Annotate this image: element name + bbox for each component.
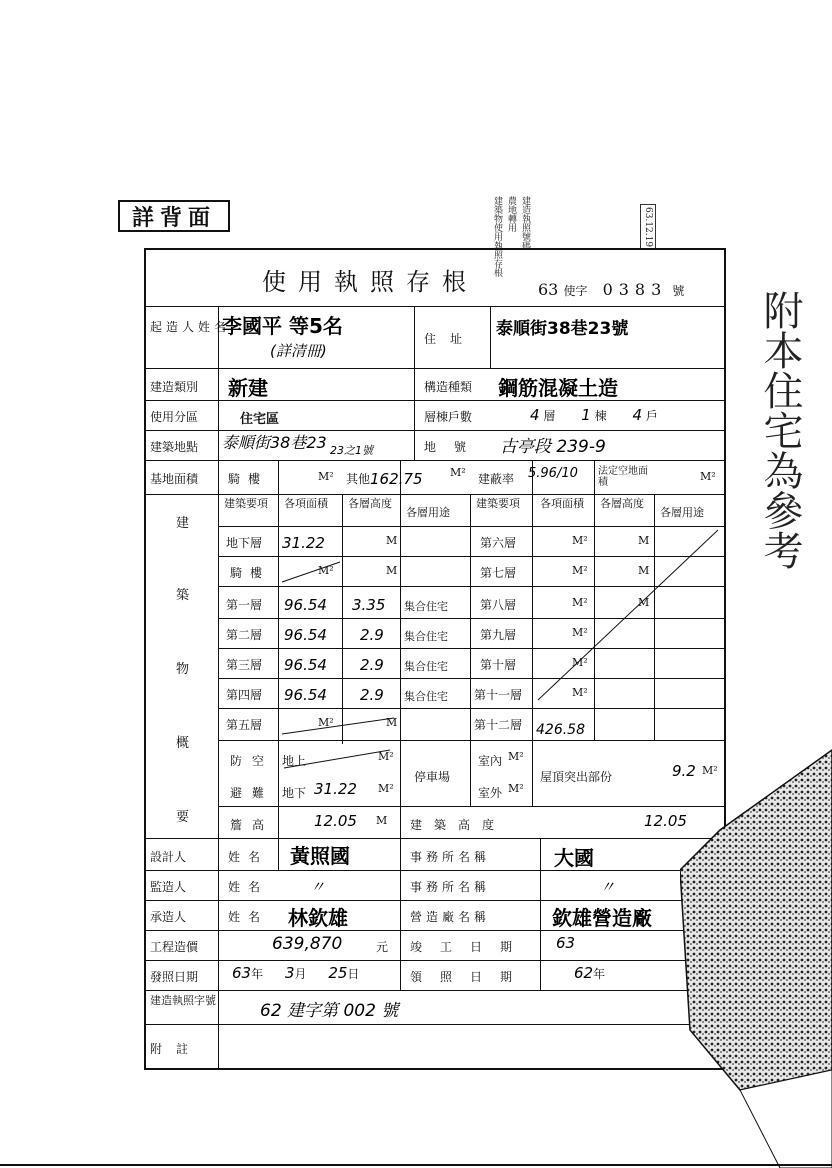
floor-left-label: 第一層 (226, 598, 263, 612)
land-number-label: 地號 (424, 440, 485, 454)
floor-right-label: 第九層 (480, 628, 517, 642)
construction-type-label: 建造類別 (150, 380, 199, 394)
contractor-firm-label: 營造廠名稱 (410, 910, 491, 924)
arcade-label: 騎樓 (228, 472, 269, 486)
floor-left-use: 集合住宅 (404, 600, 448, 613)
floor-right-area-unit: M² (572, 564, 588, 577)
floor-right-area-unit: M² (572, 626, 588, 639)
project-cost-unit: 元 (376, 940, 389, 954)
col-use-right: 各層用途 (660, 506, 704, 519)
building-height-label: 建築高度 (410, 818, 507, 832)
roof-projection-value: 9.2 (672, 762, 696, 780)
floor-left-area-unit: M² (318, 716, 334, 729)
floor-left-label: 第四層 (226, 688, 263, 702)
floor-left-height: 2.9 (360, 626, 384, 644)
construction-type-value: 新建 (228, 376, 268, 400)
floor-left-area: 96.54 (284, 596, 327, 614)
floor-right-height-unit: M (638, 596, 650, 609)
building-height-value: 12.05 (644, 812, 687, 830)
buildings-unit: 棟 (594, 409, 607, 423)
collect-date-value (574, 964, 605, 982)
site-area-label: 基地面積 (150, 472, 199, 486)
floor-right-label: 第八層 (480, 598, 517, 612)
other-area-value: 162.75 (370, 470, 423, 488)
eave-height-unit: M (376, 814, 388, 827)
page-bottom-edge (0, 1164, 832, 1166)
floor-left-area: 96.54 (284, 626, 327, 644)
section-label-2: 築 (176, 588, 190, 603)
floor-left-use: 集合住宅 (404, 630, 448, 643)
floor-right-label: 第六層 (480, 536, 517, 550)
issue-month-unit: 月 (294, 967, 307, 981)
coverage-label: 建蔽率 (478, 472, 515, 486)
floor-right-label: 第十二層 (474, 718, 523, 732)
issue-date-value (232, 964, 359, 982)
structure-type-label: 構造種類 (424, 380, 473, 394)
issue-day: 25 (328, 964, 348, 982)
buildings-count-value: 1 (581, 406, 591, 424)
households-count-value: 4 (632, 406, 642, 424)
folded-corner-overlay (680, 730, 832, 1168)
section-label-4: 概 (176, 736, 190, 751)
contractor-firm-value: 欽雄營造廠 (552, 906, 652, 930)
contractor-label: 承造人 (150, 910, 187, 924)
floor-right-height-unit: M (638, 564, 650, 577)
land-number-value: 古亭段 239-9 (500, 437, 606, 457)
floor-left-label: 第五層 (226, 718, 263, 732)
supervisor-office-value: 〃 (600, 878, 616, 896)
coverage-value: 5.96/10 (528, 466, 578, 481)
address-value: 泰順街38巷23號 (496, 319, 629, 339)
shelter-label: 避難 (230, 786, 275, 800)
location-value: 泰順街38巷23 (222, 433, 327, 452)
floors-unit: 層 (543, 409, 556, 423)
issue-date-label: 發照日期 (150, 970, 199, 984)
collect-year: 62 (574, 964, 594, 982)
right-note-3: 建造執照號碼 (520, 196, 530, 250)
supervisor-name-label: 姓名 (228, 880, 269, 894)
ground-below-unit: M² (378, 782, 394, 795)
collect-year-unit: 年 (593, 967, 606, 981)
outdoor-label: 室外 (478, 786, 503, 800)
section-label-1: 建 (176, 516, 190, 531)
builder-label: 起造人姓名 (150, 320, 231, 334)
address-label: 住址 (424, 332, 477, 346)
usage-zone-value: 住宅區 (240, 412, 280, 427)
floor-left-height: 2.9 (360, 686, 384, 704)
supervisor-office-label: 事務所名稱 (410, 880, 491, 894)
collect-date-label: 領照日期 (410, 970, 531, 984)
designer-name-value: 黃照國 (290, 844, 350, 868)
floor-right-area-unit: M² (572, 656, 588, 669)
col-height-right: 各層高度 (600, 497, 644, 510)
col-item-right: 建築要項 (476, 497, 520, 510)
eave-height-label: 簷高 (230, 818, 275, 832)
roof-projection-label: 屋頂突出部份 (540, 770, 613, 784)
indoor-label: 室內 (478, 754, 503, 768)
floor-left-label: 第三層 (226, 658, 263, 672)
builder-name-note: (詳清冊) (270, 342, 327, 360)
supervisor-name-value: 〃 (310, 878, 326, 896)
shelter-below-value: 31.22 (314, 780, 357, 798)
permit-no: 0383 (602, 280, 668, 299)
floor-right-area-unit: M² (572, 534, 588, 547)
permit-suffix: 號 (672, 284, 685, 298)
open-space-unit: M² (700, 470, 716, 483)
floor-left-height: 3.35 (352, 596, 386, 614)
completion-year-value: 63 (556, 934, 576, 952)
designer-office-label: 事務所名稱 (410, 850, 491, 864)
eave-height-value: 12.05 (314, 812, 357, 830)
section-label-5: 要 (176, 810, 190, 825)
contractor-name-value: 林欽雄 (288, 906, 348, 930)
completion-date-label: 竣工日期 (410, 940, 531, 954)
floor-right-label: 第十一層 (474, 688, 523, 702)
supervisor-label: 監造人 (150, 880, 187, 894)
floor-left-height-unit: M (386, 564, 398, 577)
col-item-left: 建築要項 (224, 497, 268, 510)
building-permit-label: 建造執照字號 (150, 994, 216, 1007)
floors-units-label: 層棟戶數 (424, 410, 473, 424)
arcade-unit: M² (318, 470, 334, 483)
floor-left-height-unit: M (386, 534, 398, 547)
floor-left-use: 集合住宅 (404, 660, 448, 673)
location-label: 建築地點 (150, 440, 199, 454)
other-label: 其他 (346, 472, 371, 486)
location-value-2: 23之1號 (330, 444, 373, 457)
total-floor-area: 426.58 (536, 722, 585, 738)
indoor-unit: M² (508, 750, 524, 763)
usage-zone-label: 使用分區 (150, 410, 199, 424)
project-cost-label: 工程造價 (150, 940, 199, 954)
floor-right-area-unit: M² (572, 596, 588, 609)
issue-day-unit: 日 (347, 967, 360, 981)
right-note-date: 63.12.19 (640, 204, 656, 250)
designer-name-label: 姓名 (228, 850, 269, 864)
open-space-label: 法定空地面積 (598, 466, 648, 488)
floor-left-use: 集合住宅 (404, 690, 448, 703)
designer-office-value: 大國 (554, 846, 594, 870)
ground-above-label: 地上 (282, 754, 307, 768)
floor-right-area-unit: M² (572, 686, 588, 699)
col-use-left: 各層用途 (406, 506, 450, 519)
floor-left-area: 96.54 (284, 656, 327, 674)
floor-left-height: 2.9 (360, 656, 384, 674)
permit-prefix: 使字 (563, 284, 588, 298)
parking-label: 停車場 (414, 770, 451, 784)
right-note-2: 農地轉用 (506, 196, 516, 232)
roof-projection-unit: M² (702, 764, 718, 777)
floor-right-label: 第十層 (480, 658, 517, 672)
floor-left-label: 第二層 (226, 628, 263, 642)
other-unit: M² (450, 466, 466, 479)
floor-right-label: 第七層 (480, 566, 517, 580)
floor-left-area-unit: M² (318, 564, 334, 577)
air-raid-label: 防空 (230, 754, 275, 768)
col-area-left: 各項面積 (284, 497, 328, 510)
col-height-left: 各層高度 (348, 497, 392, 510)
households-unit: 戶 (645, 409, 658, 423)
issue-year-unit: 年 (251, 967, 264, 981)
floor-right-height-unit: M (638, 534, 650, 547)
col-area-right: 各項面積 (540, 497, 584, 510)
project-cost-value: 639,870 (272, 934, 343, 954)
remarks-label: 附註 (150, 1042, 203, 1056)
right-margin-text: 附本住宅為參考 (757, 290, 803, 570)
permit-year: 63 (538, 280, 559, 299)
contractor-name-label: 姓名 (228, 910, 269, 924)
ground-below-label: 地下 (282, 786, 307, 800)
builder-name: 李國平 等5名 (222, 314, 343, 338)
right-note-1: 建築物使用執照存根 (492, 196, 502, 277)
ground-above-unit: M² (378, 750, 394, 763)
designer-label: 設計人 (150, 850, 187, 864)
building-permit-value: 62 建字第 002 號 (260, 1001, 399, 1021)
floor-left-label: 騎樓 (230, 566, 271, 580)
form-title: 使用執照存根 (262, 268, 478, 296)
floor-left-area: 96.54 (284, 686, 327, 704)
issue-month: 3 (284, 964, 295, 982)
section-label-3: 物 (176, 662, 190, 677)
outdoor-unit: M² (508, 782, 524, 795)
structure-type-value: 鋼筋混凝土造 (498, 376, 618, 400)
issue-year: 63 (232, 964, 252, 982)
floor-left-label: 地下層 (226, 536, 263, 550)
floor-left-height-unit: M (386, 716, 398, 729)
floors-count-value: 4 (530, 406, 540, 424)
detail-back-stamp: 詳背面 (118, 200, 230, 232)
floor-left-area: 31.22 (282, 534, 325, 552)
